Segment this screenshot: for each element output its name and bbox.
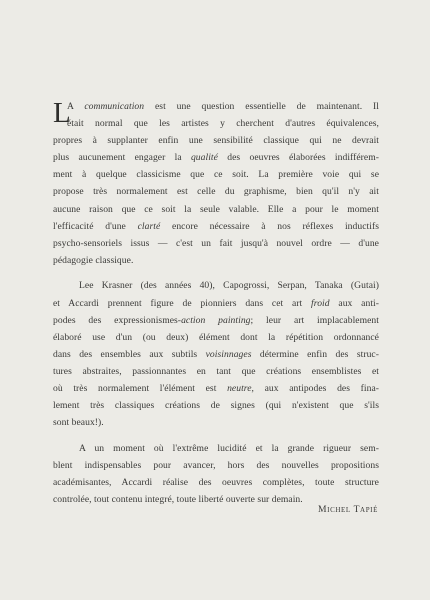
text-line: propres à supplanter enfin une sensibilité classique qui ne devrait [53,135,379,147]
text-line: plus aucunement engager la qualité des oeuvres élaborées indifférem- [53,152,379,164]
text-line: propose très normalement est celle du graphisme, bien qu'il n'y ait [53,186,379,198]
author-signature: Michel Tapié [318,504,378,515]
text-line: Lee Krasner (des années 40), Capogrossi, Serpan, Tanaka (Gutai) [79,280,379,292]
text-line: pédagogie classique. [53,254,134,266]
text-line: et Accardi prennent figure de pionniers dans cet art froid aux anti- [53,297,379,309]
text-line: sont beaux!). [53,417,104,429]
text-line: blent indispensables pour avancer, hors des nouvelles propositions [53,459,379,471]
text-line: ment à quelque classicisme que ce soit. La première voie qui se [53,169,379,181]
text-line: A communication est une question essentielle de maintenant. Il [67,101,379,112]
text-line: l'efficacité d'une clarté encore nécessaire à nos réflexes inductifs [53,220,379,232]
paragraph-1 [53,98,379,269]
text-line: controlée, tout contenu integré, toute liberté ouverte sur demain. [53,494,303,506]
text-line: A un moment où l'extrême lucidité et la grande rigueur sem- [79,442,379,454]
text-line: aucune raison que ce soit la seule valable. Elle a pour le moment [53,203,379,215]
paragraph-3 [53,440,379,508]
text-line: était normal que les artistes y cherchent d'autres équivalences, [67,118,379,130]
text-line: dans des ensembles aux subtils voisinnages détermine enfin des struc- [53,348,379,360]
text-line: psycho-sensoriels issus — c'est un fait jusqu'à nouvel ordre — d'une [53,237,379,249]
essay-text [53,98,379,508]
text-line: lement très classiques créations de signes (qui n'existent que s'ils [53,400,379,412]
text-line: où très normalement l'élément est neutre, aux antipodes des fina- [53,383,380,394]
text-line: élaboré use d'un (ou deux) élément dont la répétition ordonnancé [53,331,379,343]
text-line: podes des expressionismes-action painting; leur art implacablement [53,314,379,326]
text-line: académisantes, Accardi réalise des oeuvres complètes, toute structure [53,476,379,488]
paragraph-2 [53,277,379,431]
text-line: tures abstraites, passionnantes en tant que créations ensemblistes et [53,365,379,377]
drop-cap: L [53,97,71,129]
